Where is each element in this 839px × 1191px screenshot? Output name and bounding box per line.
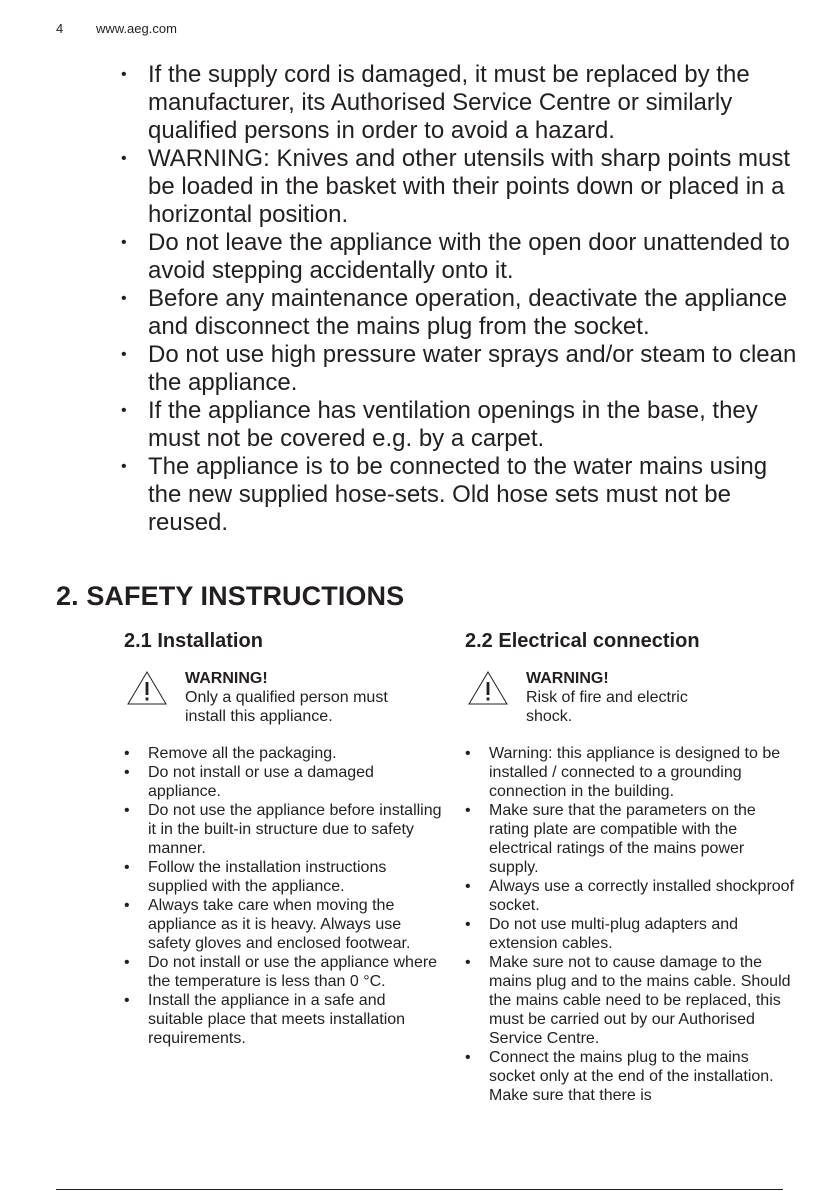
page-number: 4 <box>56 21 64 36</box>
list-item: • If the supply cord is damaged, it must be replaced by the manufacturer, its Authorised Service Centre or similarly qualified persons in order to avoid a hazard. <box>121 61 750 144</box>
footer-divider <box>56 1189 783 1190</box>
list-item-text: If the appliance has ventilation openings in the base, they must not be covered e.g. by a carpet. <box>148 397 758 452</box>
list-item: • Make sure not to cause damage to the mains plug and to the mains cable. Should the mains cable need to be replaced, this must be carried out by our Authorised Service Centre. <box>465 954 791 1047</box>
warning-title: WARNING! <box>526 670 609 687</box>
list-item-text: Before any maintenance operation, deactivate the appliance and disconnect the mains plug from the socket. <box>148 285 788 340</box>
warning-text: Only a qualified person must install this appliance. <box>185 689 388 725</box>
list-item: • Follow the installation instructions supplied with the appliance. <box>124 859 387 895</box>
installation-heading: 2.1 Installation <box>124 630 263 652</box>
list-item-text: Do not leave the appliance with the open door unattended to avoid stepping accidentally onto it. <box>148 229 790 284</box>
list-item: • Do not use high pressure water sprays and/or steam to clean the appliance. <box>121 341 797 396</box>
warning-triangle-icon <box>468 671 508 705</box>
header-url: www.aeg.com <box>96 21 177 36</box>
installation-list <box>124 744 444 1048</box>
electrical-warning <box>465 669 795 727</box>
list-item: • Remove all the packaging. <box>124 745 337 762</box>
list-item: • Do not use the appliance before installing it in the built-in structure due to safety manner. <box>124 802 442 857</box>
list-item: • Always take care when moving the appliance as it is heavy. Always use safety gloves and enclosed footwear. <box>124 897 411 952</box>
intro-safety-list <box>121 61 801 537</box>
list-item: • Do not use multi-plug adapters and extension cables. <box>465 916 739 952</box>
list-item: • Install the appliance in a safe and suitable place that meets installation requirements. <box>124 992 406 1047</box>
list-item: • The appliance is to be connected to the water mains using the new supplied hose-sets. Old hose sets must not be reused. <box>121 453 768 536</box>
list-item-text: WARNING: Knives and other utensils with sharp points must be loaded in the basket with their points down or placed in a horizontal position. <box>148 145 791 228</box>
electrical-list <box>465 744 795 1105</box>
list-item: • Before any maintenance operation, deactivate the appliance and disconnect the mains plug from the socket. <box>121 285 788 340</box>
list-item: • Warning: this appliance is designed to be installed / connected to a grounding connection in the building. <box>465 745 781 800</box>
list-item: • Make sure that the parameters on the rating plate are compatible with the electrical ratings of the mains power supply. <box>465 802 756 876</box>
list-item: • Do not install or use a damaged appliance. <box>124 764 374 800</box>
section-title: 2. SAFETY INSTRUCTIONS <box>56 581 405 611</box>
list-item: • If the appliance has ventilation openings in the base, they must not be covered e.g. by a carpet. <box>121 397 758 452</box>
installation-warning <box>124 669 444 727</box>
list-item-text: Do not use high pressure water sprays and/or steam to clean the appliance. <box>148 341 797 396</box>
electrical-section <box>465 627 795 1105</box>
list-item-text: If the supply cord is damaged, it must be replaced by the manufacturer, its Authorised Service Centre or similarly qualified persons in order to avoid a hazard. <box>148 61 750 144</box>
warning-text: Risk of fire and electric shock. <box>526 689 688 725</box>
list-item: • Do not install or use the appliance where the temperature is less than 0 °C. <box>124 954 438 990</box>
list-item: • Do not leave the appliance with the open door unattended to avoid stepping accidentally onto it. <box>121 229 790 284</box>
list-item: • Connect the mains plug to the mains socket only at the end of the installation. Make sure that there is <box>465 1049 774 1104</box>
warning-title: WARNING! <box>185 670 268 687</box>
electrical-heading: 2.2 Electrical connection <box>465 630 700 652</box>
list-item: • WARNING: Knives and other utensils with sharp points must be loaded in the basket with their points down or placed in a horizontal position. <box>121 145 791 228</box>
warning-triangle-icon <box>127 671 167 705</box>
installation-section <box>124 627 444 1048</box>
list-item-text: The appliance is to be connected to the water mains using the new supplied hose-sets. Old hose sets must not be reused. <box>148 453 768 536</box>
list-item: • Always use a correctly installed shockproof socket. <box>465 878 795 914</box>
